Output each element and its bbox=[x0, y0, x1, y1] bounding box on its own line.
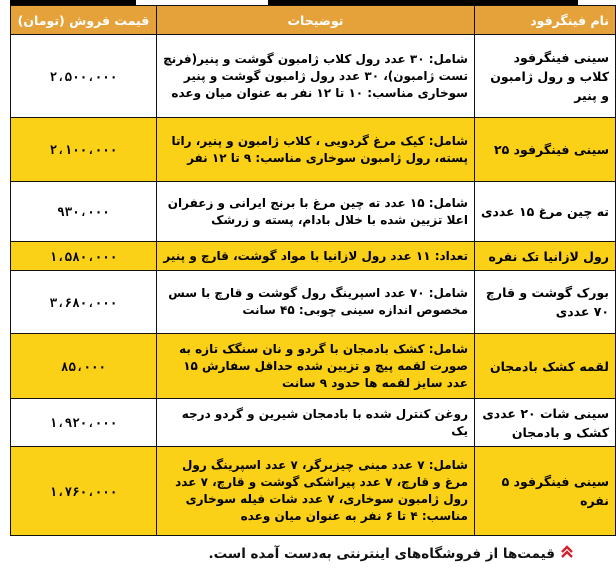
row-name: سینی فینگرفود ۲۵ bbox=[475, 118, 616, 182]
row-description: شامل: ۷۰ عدد اسپرینگ رول گوشت و قارچ با سس مخصوص اندازه سینی چوبی: ۴۵ سانت bbox=[157, 271, 475, 334]
row-price: ۲،۱۰۰،۰۰۰ bbox=[11, 118, 157, 182]
row-description: شامل: ۳۰ عدد رول کلاب ژامبون گوشت و پنیر(فرنچ تست ژامبون)، ۳۰ عدد رول ژامبون گوشت و پنیر سوخاری مناسب: ۱۰ تا ۱۲ نفر به عنوان میان وعده bbox=[157, 35, 475, 118]
row-description: شامل: کیک مرغ گردویی ، کلاب ژامبون و پنیر، راتا پسته، رول ژامبون سوخاری مناسب: ۹ تا ۱۲ نفر bbox=[157, 118, 475, 182]
row-price: ۱،۷۶۰،۰۰۰ bbox=[11, 447, 157, 536]
table-row bbox=[11, 242, 616, 271]
row-price: ۸۵،۰۰۰ bbox=[11, 334, 157, 399]
header-name: نام فینگرفود bbox=[475, 6, 616, 35]
row-name: لقمه کشک بادمجان bbox=[475, 334, 616, 399]
table-row bbox=[11, 271, 616, 334]
row-name: بورک گوشت و قارچ ۷۰ عددی bbox=[475, 271, 616, 334]
row-price: ۳،۶۸۰،۰۰۰ bbox=[11, 271, 157, 334]
row-name: ته چین مرغ ۱۵ عددی bbox=[475, 182, 616, 242]
row-description: تعداد: ۱۱ عدد رول لازانیا با مواد گوشت، قارچ و پنیر bbox=[157, 242, 475, 271]
row-description: شامل: ۱۵ عدد ته چین مرغ با برنج ایرانی و زعفران اعلا تزیین شده با خلال بادام، پسته و زرشک bbox=[157, 182, 475, 242]
row-name: سینی فینگرفود ۵ نفره bbox=[475, 447, 616, 536]
row-price: ۹۳۰،۰۰۰ bbox=[11, 182, 157, 242]
table-row bbox=[11, 118, 616, 182]
table-header-row bbox=[11, 6, 616, 35]
header-price: قیمت فروش (تومان) bbox=[11, 6, 157, 35]
row-name: سینی شات ۲۰ عددی کشک و بادمجان bbox=[475, 399, 616, 447]
row-price: ۱،۵۸۰،۰۰۰ bbox=[11, 242, 157, 271]
table-row bbox=[11, 35, 616, 118]
price-table bbox=[10, 5, 616, 536]
row-price: ۲،۵۰۰،۰۰۰ bbox=[11, 35, 157, 118]
footnote bbox=[209, 545, 575, 562]
row-description: روغن کنترل شده با بادمجان شیرین و گردو درجه یک bbox=[157, 399, 475, 447]
table-row bbox=[11, 182, 616, 242]
row-price: ۱،۹۲۰،۰۰۰ bbox=[11, 399, 157, 447]
table-row bbox=[11, 334, 616, 399]
footnote-text: قیمت‌ها از فروشگاه‌های اینترنتی به‌دست آمده است. bbox=[208, 545, 555, 562]
table-row bbox=[11, 399, 616, 447]
row-description: شامل: ۷ عدد مینی چیزبرگر، ۷ عدد اسپرینگ رول مرغ و قارچ، ۷ عدد پیراشکی گوشت و قارچ، ۷ عدد رول ژامبون سوخاری، ۷ عدد شات فیله سوخاری مناسب: ۴ تا ۶ نفر به عنوان میان وعده bbox=[157, 447, 475, 536]
row-name: سینی فینگرفود کلاب و رول ژامبون و پنیر bbox=[475, 35, 616, 118]
table-row bbox=[11, 447, 616, 536]
double-chevron-up-icon bbox=[560, 545, 574, 562]
row-name: رول لازانیا تک نفره bbox=[475, 242, 616, 271]
header-description: توضیحات bbox=[157, 6, 475, 35]
row-description: شامل: کشک بادمجان با گردو و نان سنگک تازه به صورت لقمه پیچ و تزیین شده حداقل سفارش ۱۵ عدد سایز لقمه ها حدود ۹ سانت bbox=[157, 334, 475, 399]
